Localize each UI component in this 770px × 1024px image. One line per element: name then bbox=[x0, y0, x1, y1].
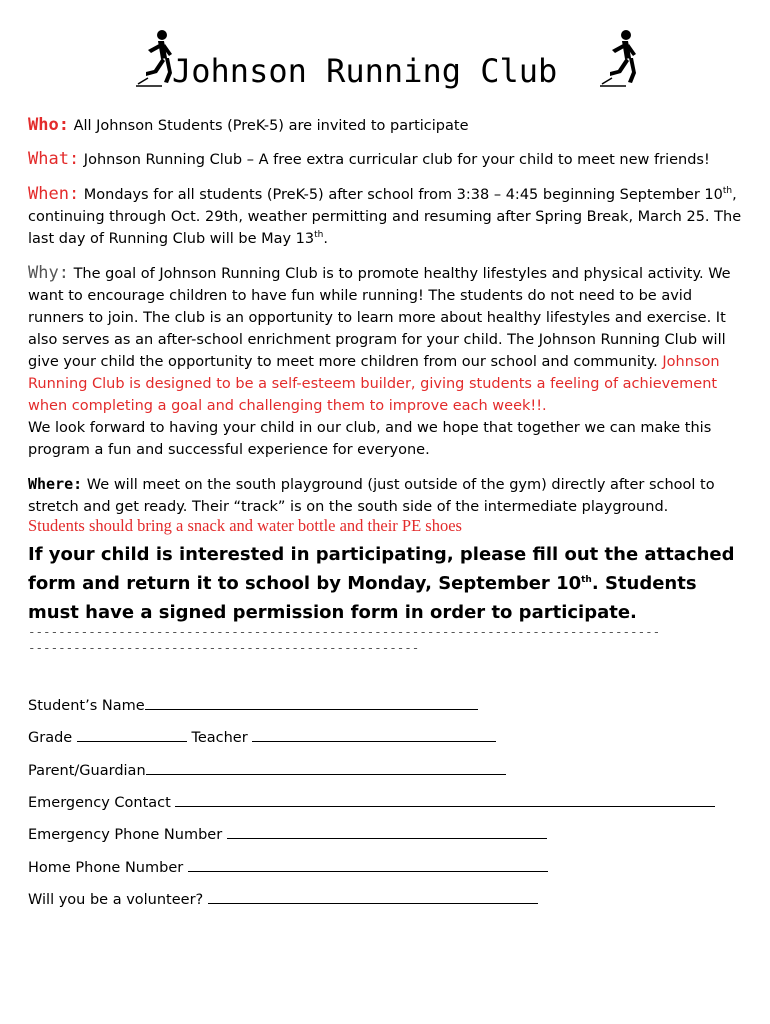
volunteer-label: Will you be a volunteer? bbox=[28, 892, 204, 908]
what-section bbox=[28, 148, 744, 171]
why-text: The goal of Johnson Running Club is to promote healthy lifestyles and physical activity. We want to encourage children to have fun while running! The students do not need to be avid runners to join. The club is an opportunity to learn more about healthy lifestyles and exercise. It also serves as an after-school enrichment program for your child. The Johnson Running Club will give your child the opportunity to meet more children from our school and community. bbox=[28, 266, 731, 370]
parent-field[interactable] bbox=[146, 759, 506, 775]
why-label: Why: bbox=[28, 263, 69, 283]
where-label: Where: bbox=[28, 475, 83, 493]
when-text-a: Mondays for all students (PreK-5) after school from 3:38 – 4:45 beginning September 10 bbox=[83, 187, 723, 203]
title-row bbox=[0, 28, 770, 98]
home-phone-row bbox=[28, 856, 548, 876]
home-phone-field[interactable] bbox=[188, 856, 548, 872]
when-label: When: bbox=[28, 184, 80, 204]
emergency-contact-row bbox=[28, 791, 715, 811]
why-section bbox=[28, 262, 744, 461]
page-title: Johnson Running Club bbox=[172, 52, 558, 90]
student-name-label: Student’s Name bbox=[28, 698, 145, 714]
teacher-label: Teacher bbox=[191, 730, 248, 746]
who-label: Who: bbox=[28, 115, 69, 135]
when-sup-a: th bbox=[722, 186, 733, 197]
volunteer-field[interactable] bbox=[208, 888, 538, 904]
grade-label: Grade bbox=[28, 730, 73, 746]
emergency-contact-field[interactable] bbox=[175, 791, 715, 807]
when-sup-b: th bbox=[314, 230, 324, 241]
parent-row bbox=[28, 759, 506, 779]
parent-label: Parent/Guardian bbox=[28, 763, 146, 779]
home-phone-label: Home Phone Number bbox=[28, 860, 184, 876]
runner-icon bbox=[598, 28, 642, 88]
grade-field[interactable] bbox=[77, 726, 187, 742]
return-notice-text-a: If your child is interested in participating, please fill out the attached form and return it to school by Monday, September 10 bbox=[28, 544, 735, 594]
return-notice-text-b: . Students must have a signed permission form in order to participate. bbox=[28, 573, 697, 623]
emergency-phone-field[interactable] bbox=[227, 823, 547, 839]
what-label: What: bbox=[28, 149, 80, 169]
return-notice bbox=[28, 540, 744, 627]
where-text: We will meet on the south playground (just outside of the gym) directly after school to stretch and get ready. Their “track” is on the south side of the intermediate playground. bbox=[28, 477, 715, 515]
why-closing: We look forward to having your child in our club, and we hope that together we can make this program a fun and successful experience for everyone. bbox=[28, 420, 712, 458]
student-name-row bbox=[28, 694, 478, 714]
snack-note: Students should bring a snack and water bottle and their PE shoes bbox=[28, 516, 462, 535]
teacher-field[interactable] bbox=[252, 726, 496, 742]
why-red-text: Johnson Running Club is designed to be a self-esteem builder, giving students a feeling of achievement when completing a goal and challenging them to improve each week!!. bbox=[28, 354, 720, 414]
when-text-b: , continuing through Oct. 29th, weather permitting and resuming after Spring Break, March 25. The last day of Running Club will be May 13 bbox=[28, 187, 742, 247]
cut-line: ---------------------------------------------------- bbox=[28, 640, 420, 655]
student-name-field[interactable] bbox=[145, 694, 478, 710]
emergency-phone-label: Emergency Phone Number bbox=[28, 827, 223, 843]
when-section bbox=[28, 183, 744, 250]
what-text: Johnson Running Club – A free extra curricular club for your child to meet new friends! bbox=[83, 152, 710, 168]
emergency-phone-row bbox=[28, 823, 547, 843]
return-notice-sup: th bbox=[581, 575, 592, 585]
volunteer-row bbox=[28, 888, 538, 908]
where-section bbox=[28, 473, 744, 518]
who-text: All Johnson Students (PreK-5) are invited to participate bbox=[73, 118, 469, 134]
cut-line: ------------------------------------------------------------------------------------ bbox=[28, 624, 661, 639]
grade-teacher-row bbox=[28, 726, 496, 746]
who-section bbox=[28, 114, 744, 137]
emergency-contact-label: Emergency Contact bbox=[28, 795, 171, 811]
when-text-c: . bbox=[323, 231, 328, 247]
